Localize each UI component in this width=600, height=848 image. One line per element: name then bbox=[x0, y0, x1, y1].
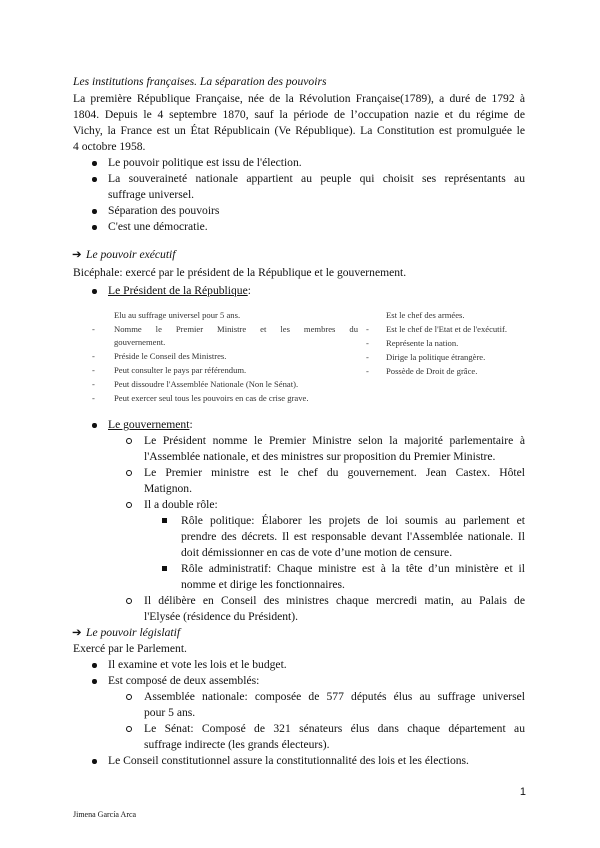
bullet-icon bbox=[92, 663, 97, 668]
circle-bullet-icon bbox=[126, 726, 132, 732]
gov-d-line-3: doit démissionner en cas de vote d’une motion de censure. bbox=[181, 546, 453, 559]
gov-c: Il a double rôle: bbox=[144, 498, 218, 511]
bullet-icon bbox=[92, 289, 97, 294]
president-item-2: Nomme le Premier Ministre et les membres du bbox=[114, 324, 358, 334]
gov-d-line-1: Rôle politique: Élaborer les projets de loi soumis au parlement et bbox=[181, 514, 525, 527]
square-bullet-icon bbox=[162, 566, 167, 571]
senate-line-2: suffrage indirecte (les grands électeurs). bbox=[144, 738, 330, 751]
executive-heading: Le pouvoir exécutif bbox=[86, 248, 176, 261]
bullet-icon bbox=[92, 679, 97, 684]
president-item-1: Elu au suffrage universel pour 5 ans. bbox=[114, 310, 241, 320]
president-right-3: Représente la nation. bbox=[386, 338, 459, 348]
circle-bullet-icon bbox=[126, 502, 132, 508]
legislative-heading: Le pouvoir législatif bbox=[86, 626, 181, 639]
bullet-icon bbox=[92, 759, 97, 764]
president-item-2b: gouvernement. bbox=[114, 337, 166, 347]
assembly-line-1: Assemblée nationale: composée de 577 députés élus au suffrage universel bbox=[144, 690, 525, 703]
president-heading bbox=[108, 283, 251, 299]
circle-bullet-icon bbox=[126, 598, 132, 604]
president-item-4: Peut consulter le pays par référendum. bbox=[114, 365, 247, 375]
gov-e-line-2: nomme et dirige les fonctionnaires. bbox=[181, 578, 345, 591]
executive-description: Bicéphale: exercé par le président de la République et le gouvernement. bbox=[73, 266, 407, 279]
author-footer: Jimena García Arca bbox=[73, 810, 137, 819]
assembly-line-2: pour 5 ans. bbox=[144, 706, 196, 719]
president-item-3: Préside le Conseil des Ministres. bbox=[114, 351, 227, 361]
bullet-icon bbox=[92, 423, 97, 428]
square-bullet-icon bbox=[162, 518, 167, 523]
president-right-4: Dirige la politique étrangère. bbox=[386, 352, 486, 362]
arrow-right-icon: ➔ bbox=[72, 626, 82, 639]
president-right-5: Possède de Droit de grâce. bbox=[386, 366, 478, 376]
bullet-icon bbox=[92, 225, 97, 230]
gov-b-line-1: Le Premier ministre est le chef du gouvernement. Jean Castex. Hôtel bbox=[144, 466, 525, 479]
principle-3: Séparation des pouvoirs bbox=[108, 204, 220, 217]
intro-line-4: 4 octobre 1958. bbox=[73, 140, 146, 153]
gov-e-line-1: Rôle administratif: Chaque ministre est à la tête d’un ministère et il bbox=[181, 562, 525, 575]
president-item-5: Peut dissoudre l'Assemblée Nationale (Non le Sénat). bbox=[114, 379, 299, 389]
government-heading bbox=[108, 417, 193, 433]
government-colon: : bbox=[189, 418, 193, 431]
gov-b-line-2: Matignon. bbox=[144, 482, 192, 495]
intro-line-3: Vichy, la France est un État Républicain (Ve République). La Constitution est promulguée le bbox=[73, 124, 525, 137]
intro-line-1: La première République Française, née de la Révolution Française(1789), a duré de 1792 à bbox=[73, 92, 525, 105]
principle-2-line-2: suffrage universel. bbox=[108, 188, 195, 201]
president-right-2: Est le chef de l'Etat et de l'exécutif. bbox=[386, 324, 507, 334]
arrow-right-icon: ➔ bbox=[72, 248, 82, 261]
gov-f-line-1: Il délibère en Conseil des ministres chaque mercredi matin, au Palais de bbox=[144, 594, 525, 607]
legislative-item-3: Le Conseil constitutionnel assure la constitutionnalité des lois et les élections. bbox=[108, 754, 469, 767]
circle-bullet-icon bbox=[126, 694, 132, 700]
president-item-6: Peut exercer seul tous les pouvoirs en cas de crise grave. bbox=[114, 393, 309, 403]
government-label: Le gouvernement bbox=[108, 418, 190, 431]
circle-bullet-icon bbox=[126, 470, 132, 476]
principle-4: C'est une démocratie. bbox=[108, 220, 208, 233]
document-title: Les institutions françaises. La séparation des pouvoirs bbox=[73, 75, 327, 88]
principle-2-line-1: La souveraineté nationale appartient au peuple qui choisit ses représentants au bbox=[108, 172, 525, 185]
gov-a-line-2: l'Assemblée nationale, et des ministres sur proposition du Premier Ministre. bbox=[144, 450, 496, 463]
gov-f-line-2: l'Elysée (résidence du Président). bbox=[144, 610, 299, 623]
legislative-item-1: Il examine et vote les lois et le budget. bbox=[108, 658, 287, 671]
intro-line-2: 1804. Depuis le 4 septembre 1870, sauf la période de l’occupation nazie et du régime de bbox=[73, 108, 525, 121]
bullet-icon bbox=[92, 177, 97, 182]
president-label: Le Président de la République bbox=[108, 284, 248, 297]
legislative-item-2: Est composé de deux assemblés: bbox=[108, 674, 260, 687]
document-page: Les institutions françaises. La séparation des pouvoirs La première République Française, née de la Révolution Française(1789), a duré de 1792 à 1804. Depuis le 4 septembre 1870, sauf la période de l’occupation nazie et du régime de Vichy, la France est un État Républicain (Ve République). La Constitution est promulguée le 4 octobre 1958. Le pouvoir politique est issu de l'élection. La souveraineté nationale appartient au peuple qui choisit ses représentants au suffrage universel. Séparation des pouvoirs C'est une démocratie. ➔ Le pouvoir exécutif Bicéphale: exercé par le président de la République et le gouvernement. Le Président de la République: Elu au suffrage universel pour 5 ans. - Nomme le Premier Ministre et les membres du gouvernement. - Préside le Conseil des Ministres. - Peut consulter le pays par référendum. - Peut dissoudre l'Assemblée Nationale (Non le Sénat). - Peut exercer seul tous les pouvoirs en cas de crise grave. Est le chef des armées. - Est le chef de l'Etat et de l'exécutif. - Représente la nation. - Dirige la politique étrangère. - Possède de Droit de grâce. Le gouvernement: Le Président nomme le Premier Ministre selon la majorité parlementaire à l'Assemblée nationale, et des ministres sur proposition du Premier Ministre. Le Premier ministre est le chef du gouvernement. Jean Castex. Hôtel Matignon. Il a double rôle: Rôle politique: Élaborer les projets de loi soumis au parlement et prendre des décrets. Il est responsable devant l'Assemblée nationale. Il doit démissionner en cas de vote d’une motion de censure. Rôle administratif: Chaque ministre est à la tête d’un ministère et il nomme et dirige les fonctionnaires. Il délibère en Conseil des ministres chaque mercredi matin, au Palais de l'Elysée (résidence du Président). ➔ Le pouvoir législatif Exercé par le Parlement. Il examine et vote les lois et le budget. Est composé de deux assemblés: Assemblée nationale: composée de 577 députés élus au suffrage universel pour 5 ans. Le Sénat: Composé de 321 sénateurs élus dans chaque département au suffrage indirecte (les grands électeurs). Le Conseil constitutionnel assure la constitutionnalité des lois et les élections. 1 Jimena García Arca bbox=[72, 75, 526, 819]
bullet-icon bbox=[92, 161, 97, 166]
principle-1: Le pouvoir politique est issu de l'élection. bbox=[108, 156, 302, 169]
circle-bullet-icon bbox=[126, 438, 132, 444]
president-right-1: Est le chef des armées. bbox=[386, 310, 465, 320]
gov-d-line-2: prendre des décrets. Il est responsable devant l'Assemblée nationale. Il bbox=[181, 530, 525, 543]
legislative-description: Exercé par le Parlement. bbox=[73, 642, 187, 655]
bullet-icon bbox=[92, 209, 97, 214]
senate-line-1: Le Sénat: Composé de 321 sénateurs élus dans chaque département au bbox=[144, 722, 525, 735]
gov-a-line-1: Le Président nomme le Premier Ministre selon la majorité parlementaire à bbox=[144, 434, 525, 447]
page-number: 1 bbox=[519, 786, 526, 798]
president-colon: : bbox=[247, 284, 251, 297]
